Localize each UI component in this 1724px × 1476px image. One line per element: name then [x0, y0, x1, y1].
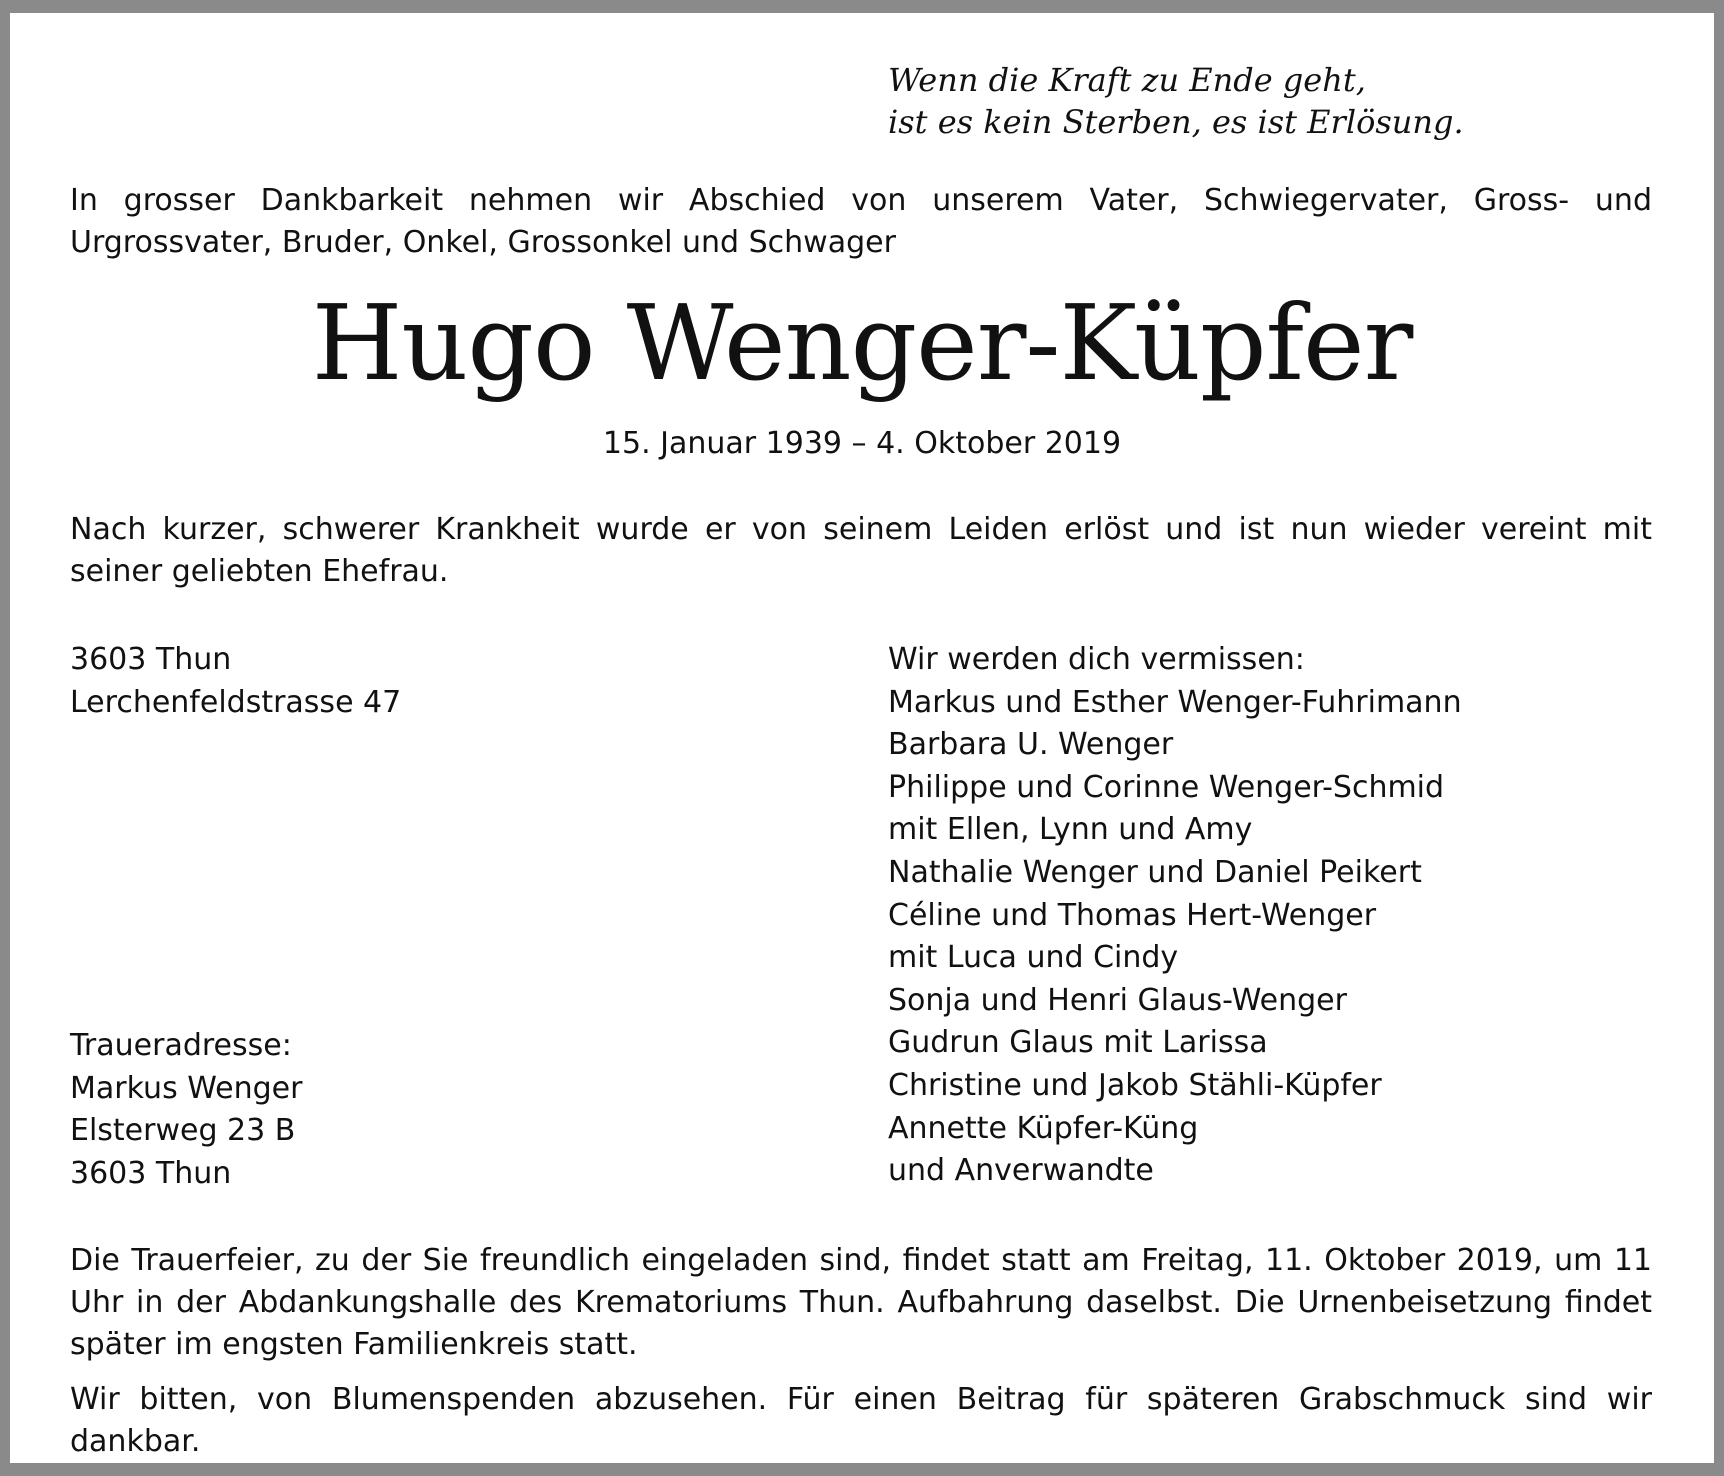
mourner-line: Sonja und Henri Glaus-Wenger [888, 982, 1347, 1018]
address-line: 3603 Thun [70, 642, 232, 677]
home-address [70, 639, 401, 724]
mourning-address-heading: Traueradresse: [70, 1028, 292, 1063]
mourner-line: Christine und Jakob Stähli-Küpfer [888, 1067, 1382, 1103]
mourner-line: Barbara U. Wenger [888, 727, 1174, 763]
mourner-line: und Anverwandte [888, 1153, 1154, 1189]
mourner-line: mit Ellen, Lynn und Amy [888, 812, 1253, 848]
mourner-line: Céline und Thomas Hert-Wenger [888, 897, 1377, 933]
motto-line: Wenn die Kraft zu Ende geht, [888, 61, 1366, 99]
mourner-line: Philippe und Corinne Wenger-Schmid [888, 769, 1445, 805]
mourner-line: Annette Küpfer-Küng [888, 1110, 1199, 1146]
deceased-name: Hugo Wenger-Küpfer [311, 282, 1413, 404]
mourners-list [888, 639, 1462, 1193]
mourner-line: Gudrun Glaus mit Larissa [888, 1025, 1268, 1061]
life-dates: 15. Januar 1939 – 4. Oktober 2019 [602, 426, 1122, 461]
address-line: Markus Wenger [70, 1070, 303, 1106]
mourners-heading: Wir werden dich vermissen: [888, 642, 1305, 677]
ceremony-text: Die Trauerfeier, zu der Sie freundlich eingeladen sind, findet statt am Freitag, 11. Oktober 2019, um 11 Uhr in der Abdankungshalle des Krematoriums Thun. Aufbahrung daselbst. Die Urnenbeisetzung findet später im engsten Familienkreis statt. [70, 1243, 1652, 1362]
address-line: Elsterweg 23 B [70, 1113, 296, 1149]
address-line: 3603 Thun [70, 1155, 232, 1191]
motto [888, 59, 1464, 143]
address-line: Lerchenfeldstrasse 47 [70, 684, 402, 720]
flowers-text: Wir bitten, von Blumenspenden abzusehen. Für einen Beitrag für späteren Grabschmuck sind wir dankbar. [70, 1382, 1652, 1459]
mourning-address [70, 1025, 302, 1195]
mourner-line: mit Luca und Cindy [888, 940, 1179, 976]
mourner-line: Markus und Esther Wenger-Fuhrimann [888, 684, 1462, 720]
mourner-line: Nathalie Wenger und Daniel Peikert [888, 854, 1422, 890]
obituary-notice [10, 13, 1714, 1463]
motto-line: ist es kein Sterben, es ist Erlösung. [888, 103, 1464, 141]
illness-text: Nach kurzer, schwerer Krankheit wurde er von seinem Leiden erlöst und ist nun wieder vereint mit seiner geliebten Ehefrau. [70, 512, 1652, 589]
intro-text: In grosser Dankbarkeit nehmen wir Abschied von unserem Vater, Schwiegervater, Gross- und Urgrossvater, Bruder, Onkel, Grossonkel und Schwager [70, 183, 1652, 260]
